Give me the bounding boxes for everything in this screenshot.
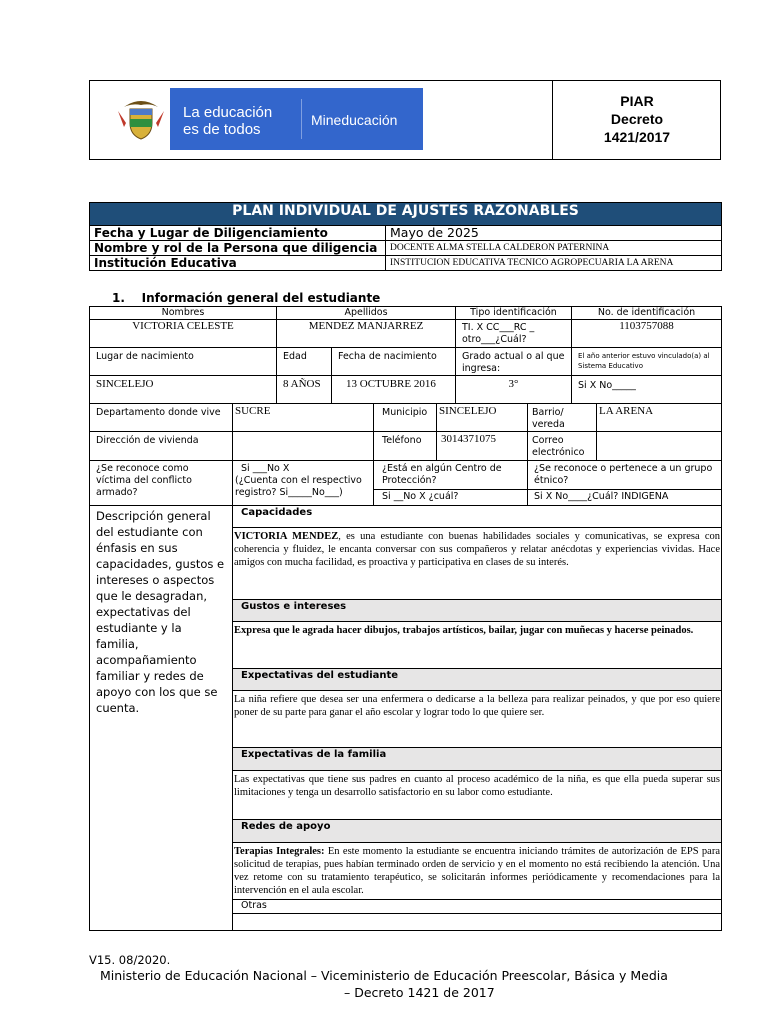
gustos-text: Expresa que le agrada hacer dibujos, trabajos artísticos, bailar, jugar con muñecas y hacerse peinados.: [232, 621, 722, 669]
student-proteccion: Si __No X ¿cuál?: [373, 489, 528, 506]
student-numero-id: 1103757088: [571, 319, 722, 348]
otras-value: [232, 913, 722, 931]
header-telefono: Teléfono: [373, 431, 437, 461]
header-grado: Grado actual o al que ingresa:: [455, 347, 572, 376]
student-barrio: LA ARENA: [596, 403, 722, 432]
header-numero-id: No. de identificación: [571, 306, 722, 320]
capacidades-title: Capacidades: [232, 505, 722, 528]
logo-brand: Mineducación: [311, 112, 398, 128]
header-municipio: Municipio: [373, 403, 437, 432]
header-edad: Edad: [276, 347, 332, 376]
header-barrio: Barrio/ vereda: [527, 403, 597, 432]
logo-text-line1: La educación: [183, 104, 273, 121]
student-anterior: Si X No_____: [571, 375, 722, 404]
student-direccion: [232, 431, 374, 461]
header-victima: ¿Se reconoce como víctima del conflicto armado?: [89, 460, 233, 506]
victima-registro: (¿Cuenta con el respectivo registro? Si_____No___): [235, 475, 362, 498]
capacidades-text: [232, 527, 722, 600]
student-nombres: VICTORIA CELESTE: [89, 319, 277, 348]
header-apellidos: Apellidos: [276, 306, 456, 320]
gustos-title: Gustos e intereses: [232, 599, 722, 622]
redes-title: Redes de apoyo: [232, 819, 722, 843]
header-proteccion: ¿Está en algún Centro de Protección?: [373, 460, 528, 490]
plan-title: PLAN INDIVIDUAL DE AJUSTES RAZONABLES: [90, 203, 722, 226]
header-correo: Correo electrónico: [527, 431, 597, 461]
tipo-line-2: otro___¿Cuál?: [462, 334, 527, 345]
footer-decree: – Decreto 1421 de 2017: [344, 985, 495, 1000]
footer-ministry: Ministerio de Educación Nacional – Viceministerio de Educación Preescolar, Básica y Media: [100, 968, 668, 983]
description-label: Descripción general del estudiante con énfasis en sus capacidades, gustos e intereses o aspectos que le desagradan, expectativas del estudiante y la familia, acompañamiento familiar y redes de apoyo con los que se cuenta.: [89, 505, 233, 931]
document-code: [553, 92, 721, 146]
date-value: Mayo de 2025: [386, 226, 722, 241]
logo-text-line2: es de todos: [183, 121, 261, 138]
version-label: V15. 08/2020.: [89, 953, 171, 967]
victima-answer: Si ___No X: [241, 463, 290, 474]
doc-line-1: PIAR: [620, 93, 654, 109]
logo-separator: [301, 99, 302, 139]
header-fecha: Fecha de nacimiento: [331, 347, 456, 376]
expectativas-estudiante-text: La niña refiere que desea ser una enfermera o dedicarse a la belleza para realizar peinados, y que por eso quiere poner de su parte para ganar el año escolar y lograr todo lo que quiere ser.: [232, 690, 722, 748]
header-etnico: ¿Se reconoce o pertenece a un grupo étnico?: [527, 460, 722, 490]
student-municipio: SINCELEJO: [436, 403, 528, 432]
header-anterior: El año anterior estuvo vinculado(a) al Sistema Educativo: [571, 347, 722, 376]
institution-value: INSTITUCION EDUCATIVA TECNICO AGROPECUARIA LA ARENA: [386, 256, 722, 271]
institution-label: Institución Educativa: [90, 256, 386, 271]
header-direccion: Dirección de vivienda: [89, 431, 233, 461]
student-telefono: 3014371075: [436, 431, 528, 461]
student-etnico: Si X No____¿Cuál? INDIGENA: [527, 489, 722, 506]
expectativas-familia-title: Expectativas de la familia: [232, 747, 722, 771]
redes-text: [232, 842, 722, 900]
doc-line-2: Decreto: [610, 111, 664, 127]
header-departamento: Departamento donde vive: [89, 403, 233, 432]
student-departamento: SUCRE: [232, 403, 374, 432]
student-tipo-id: [455, 319, 572, 348]
header-nombres: Nombres: [89, 306, 277, 320]
plan-table: [89, 202, 722, 271]
student-correo: [596, 431, 722, 461]
capacidades-student-name: VICTORIA MENDEZ: [234, 531, 339, 542]
colombia-coat-of-arms-icon: [116, 93, 166, 143]
capacidades-body: , es una estudiante con buenas habilidades sociales y comunicativas, se expresa con coherencia y fluidez, le encanta conversar con sus compañeros y relatar anécdotas y experiencias vividas. Hace amigos con mucha facilidad, es proactiva y participativa en clases de su interés.: [234, 531, 721, 568]
doc-line-3: 1421/2017: [603, 129, 671, 145]
header-tipo-id: Tipo identificación: [455, 306, 572, 320]
student-lugar: SINCELEJO: [89, 375, 277, 404]
expectativas-familia-text: Las expectativas que tiene sus padres en cuanto al proceso académico de la niña, es que ella pueda superar sus limitaciones y tenga un desarrollo satisfactorio en su labor como estudiante.: [232, 770, 722, 820]
section-title: 1. Información general del estudiante: [112, 291, 381, 305]
redes-terapias-label: Terapias Integrales:: [234, 846, 325, 857]
student-edad: 8 AÑOS: [276, 375, 332, 404]
otras-title: Otras: [232, 899, 722, 914]
student-apellidos: MENDEZ MANJARREZ: [276, 319, 456, 348]
header-lugar: Lugar de nacimiento: [89, 347, 277, 376]
tipo-line-1: TI. X CC___RC _: [462, 322, 535, 333]
date-label: Fecha y Lugar de Diligenciamiento: [90, 226, 386, 241]
expectativas-estudiante-title: Expectativas del estudiante: [232, 668, 722, 691]
person-label: Nombre y rol de la Persona que diligencia: [90, 241, 386, 256]
person-value: DOCENTE ALMA STELLA CALDERON PATERNINA: [386, 241, 722, 256]
student-grado: 3°: [455, 375, 572, 404]
student-fecha: 13 OCTUBRE 2016: [331, 375, 456, 404]
redes-body: En este momento la estudiante se encuentra iniciando trámites de autorización de EPS para solicitud de terapias, pues habían terminado orden de servicio y en el momento no está recibiendo la atención. Una vez retome con su tratamiento terapéutico, se solicitarán informes periódicamente y recomendaciones para la intervención en el aula escolar.: [234, 846, 720, 896]
student-victima: [232, 460, 374, 506]
